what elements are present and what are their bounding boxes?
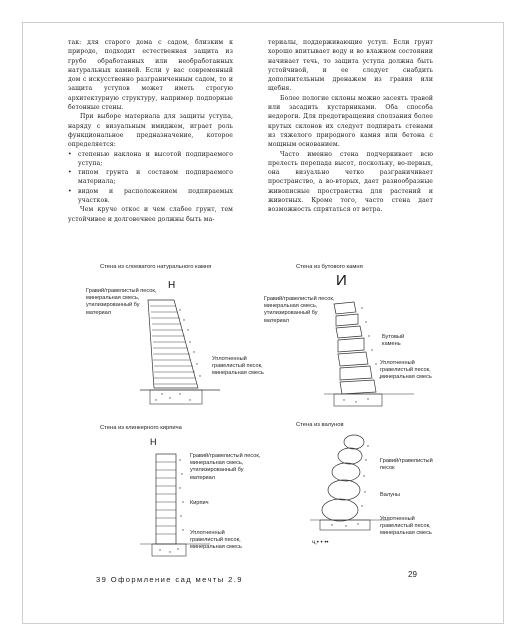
bullet-item — [68, 150, 233, 169]
paragraph: Часто именно стена подчеркивает всю прелесть перепада высот, поскольку, во-первых, она визуально четко разграничивает пространство, а во-вторых, дает разнообразные живописные пространства для растений и животных. Кроме того, часто стена дает возможность спрятаться от ветра. — [268, 150, 433, 214]
text-column-left — [68, 38, 233, 224]
bullet-item — [68, 187, 233, 206]
bullet-text: видом и расположением подпираемых участков. — [78, 187, 233, 205]
paragraph: Более пологие склоны можно засеять травой или засадить кустарниками. Оба способа недороги. Для предотвращения сползания более крутых склонов их следует подпирать стенами из тяжелого природного камня или бетона с мощным основанием. — [268, 94, 433, 149]
paragraph: Чем круче откос и чем слабее грунт, тем устойчивее и долговечнее должны быть ма- — [68, 206, 233, 223]
callout-base-layer: Уплотненный гравелистый песок, минеральная смесь — [380, 516, 432, 537]
paragraph: териалы, поддерживающие уступ. Если грунт хорошо впитывает воду и во влажном состоянии начинает течь, то защита уступа должна быть устойчивой, и ее следует снабдить дополнительным дренажем из гравия или щебня. — [268, 39, 433, 93]
callout-base-layer: Уплотненный гравелистый песок, минеральная смесь — [190, 530, 242, 551]
page-number: 29 — [408, 570, 417, 579]
text-column-right — [268, 38, 433, 215]
bullet-marker: • — [68, 169, 72, 177]
bullet-marker: • — [68, 150, 72, 158]
bullet-marker: • — [68, 187, 72, 195]
callout-base-layer: Уплотненный гравелистый песок, минеральная смесь — [380, 360, 432, 381]
callout-fill-material: Гравий/гравелистый песок, минеральная смесь, утилизированный бу материал — [264, 296, 335, 324]
running-footer: 39 Оформление сад мечты 2.9 — [96, 575, 243, 584]
paragraph: так: для старого дома с садом, близким к природе, подходит естественная защита из грубо обработанных или необработанных натуральных камней. Если у вас современный дом с искусственно разграниченным садом, то и защита уступов может иметь строгую архитектурную структуру, например подпорные бетонные стены. — [68, 39, 233, 112]
callout-fill-material: Гравий/гравелистый песок, минеральная смесь, утилизированный бу материал — [190, 453, 261, 481]
bullet-text: типом грунта и составом подпираемого материала; — [78, 169, 233, 186]
callout-rubble-stone: Бутовый камень — [382, 334, 405, 348]
callout-fill-material: Гравий/гравелистый песок — [380, 458, 433, 472]
callout-base-layer: Уплотненный гравелистый песок, минеральная смесь — [212, 356, 264, 377]
figure-title: Стена из бутового камня — [296, 264, 363, 270]
bullet-text: степенью наклона и высотой подпираемого уступа; — [78, 150, 233, 167]
callout-brick: Кирпич — [190, 500, 209, 506]
callout-fill-material: Гравий/гравелистый песок, минеральная смесь, утилизированный бу материал — [86, 288, 157, 316]
figure-title: Стена из клинкерного кирпича — [100, 425, 182, 431]
callout-boulders: Валуны — [380, 492, 401, 498]
figure-bottom-note: ч,• • •• — [312, 540, 329, 546]
figure-title: Стена из слоеватого натурального камня — [100, 264, 212, 270]
figure-boulder-wall — [310, 432, 390, 542]
paragraph: При выборе материала для защиты уступа, наряду с визуальным имиджем, играет роль функциональное предназначение, которое определяется: — [68, 113, 233, 149]
figure-letter: И — [336, 272, 347, 289]
figure-letter: Н — [150, 437, 157, 447]
figure-title: Стена из валунов — [296, 422, 344, 428]
bullet-item — [68, 168, 233, 187]
figure-letter: Н — [168, 280, 176, 291]
